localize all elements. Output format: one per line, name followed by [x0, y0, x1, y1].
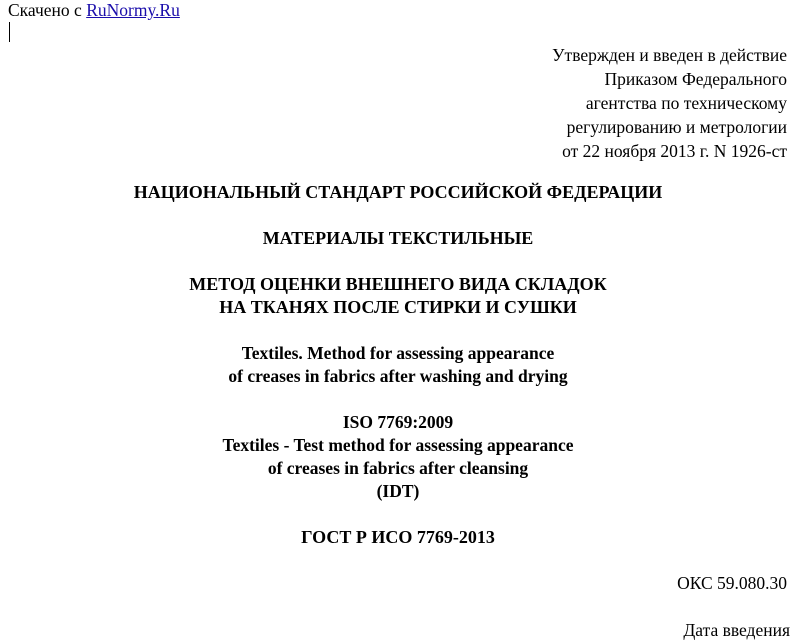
- iso-number: ISO 7769:2009: [342, 412, 454, 432]
- iso-title-line: of creases in fabrics after cleansing: [267, 458, 529, 478]
- source-line: [8, 0, 180, 20]
- english-title-line: of creases in fabrics after washing and drying: [228, 366, 568, 386]
- iso-degree: (IDT): [376, 481, 420, 501]
- standard-title: НАЦИОНАЛЬНЫЙ СТАНДАРТ РОССИЙСКОЙ ФЕДЕРАЦИИ: [133, 182, 663, 202]
- approval-line: от 22 ноября 2013 г. N 1926-ст: [562, 141, 787, 161]
- method-title: [0, 273, 790, 319]
- method-title-line: НА ТКАНЯХ ПОСЛЕ СТИРКИ И СУШКИ: [219, 297, 577, 317]
- intro-date-label: Дата введения: [683, 620, 790, 640]
- english-title: [0, 342, 790, 388]
- source-prefix: Скачено с: [8, 0, 87, 20]
- oks-code: ОКС 59.080.30: [677, 573, 787, 593]
- approval-line: Утвержден и введен в действие: [552, 45, 787, 65]
- text-cursor: [9, 22, 10, 42]
- gost-number: ГОСТ Р ИСО 7769-2013: [301, 527, 495, 547]
- approval-block: [552, 43, 787, 163]
- approval-line: агентства по техническому: [585, 93, 787, 113]
- source-link[interactable]: RuNormy.Ru: [86, 0, 180, 20]
- english-title-line: Textiles. Method for assessing appearance: [241, 343, 555, 363]
- approval-line: регулированию и метрологии: [566, 117, 787, 137]
- iso-reference: [0, 411, 790, 503]
- approval-line: Приказом Федерального: [604, 69, 787, 89]
- materials-title: МАТЕРИАЛЫ ТЕКСТИЛЬНЫЕ: [262, 228, 534, 248]
- method-title-line: МЕТОД ОЦЕНКИ ВНЕШНЕГО ВИДА СКЛАДОК: [189, 274, 607, 294]
- iso-title-line: Textiles - Test method for assessing appearance: [222, 435, 574, 455]
